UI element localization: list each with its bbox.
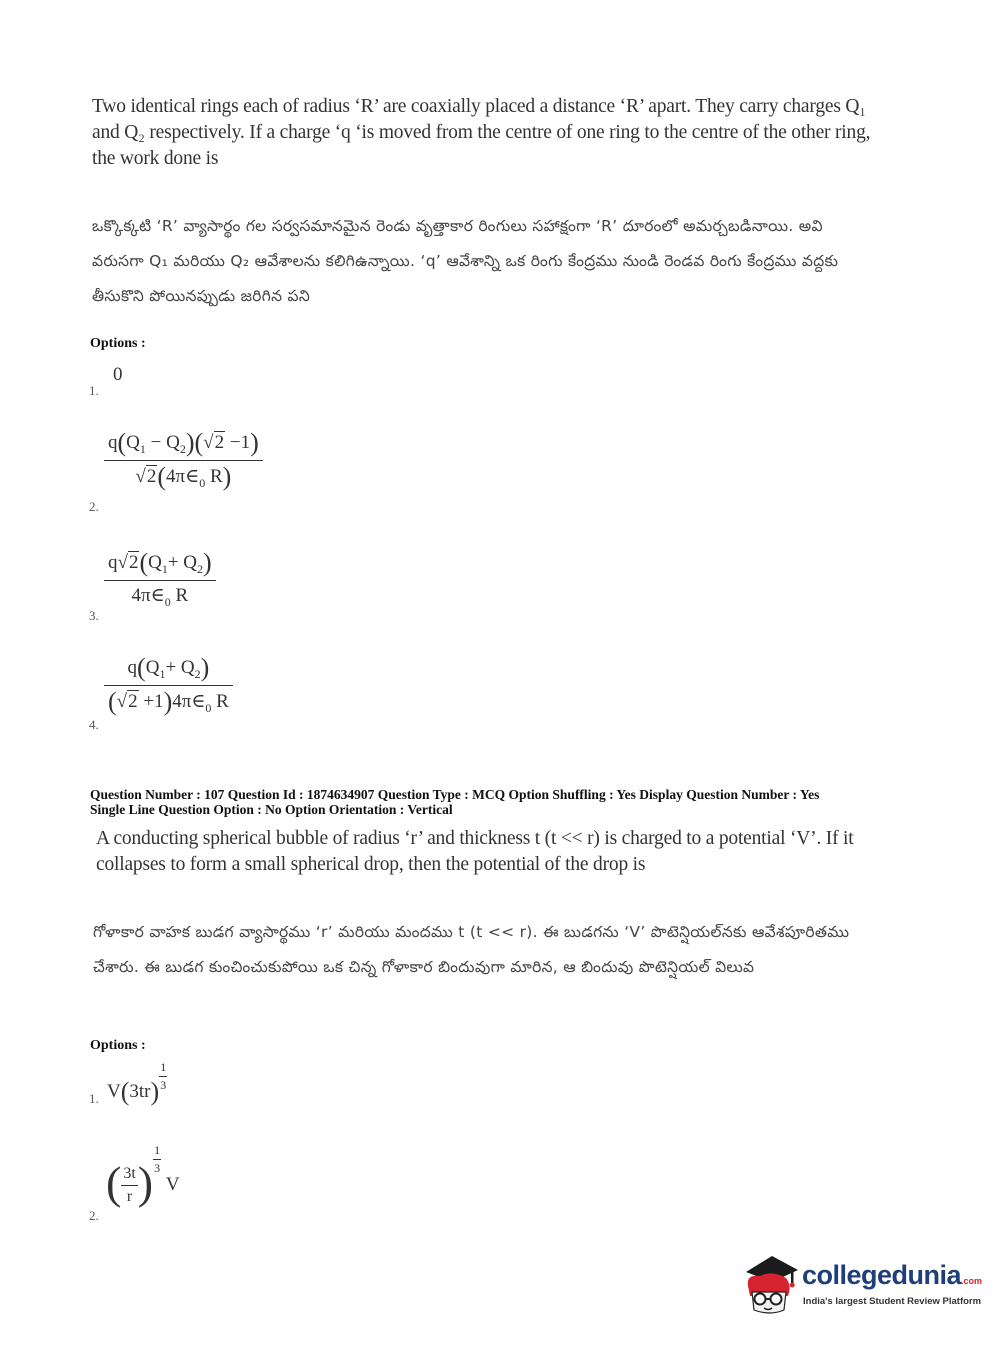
options-label-107: Options : xyxy=(90,1038,146,1053)
question-106-telugu: ఒక్కొక్కటి ‘R’ వ్యాసార్థం గల సర్వసమానమైన రెండు వృత్తాకార రింగులు సహాక్షంగా ‘R’ దూరంలో అమర్చబడినాయి. అవి వరుసగా Q₁ మరియు Q₂ ఆవేశాలను కలిగిఉన్నాయి. ‘q’ ఆవేశాన్ని ఒక రింగు కేంద్రము నుండి రెండవ రింగు కేంద్రము వద్దకు తీసుకొని పోయినప్పుడు జరిగిన పని xyxy=(92,217,839,305)
mascot-icon xyxy=(740,1248,800,1314)
q107-option-1-number: 1. xyxy=(89,1091,99,1106)
option-4-expression: $\frac{q(Q_1+ Q_2)}{(√2 +1)4\pi\in_0 R}$ xyxy=(104,655,233,716)
logo-suffix: .com xyxy=(961,1276,983,1286)
q107-option-2-number: 2. xyxy=(89,1208,99,1223)
question-106-english: Two identical rings each of radius ‘R’ are coaxially placed a distance ‘R’ apart. They carry charges Q₁ and Q₂ respectively. If a charge ‘q ‘is moved from the centre of one ring to the centre of the other ring, the work done is xyxy=(92,96,871,169)
collegedunia-logo xyxy=(740,1248,983,1314)
options-label: Options : xyxy=(90,336,146,351)
logo-tagline: India's largest Student Review Platform xyxy=(803,1296,982,1307)
option-2-number: 2. xyxy=(89,499,99,514)
question-107-meta-line-1: Question Number : 107 Question Id : 1874634907 Question Type : MCQ Option Shuffling : Yes Display Question Number : Yes xyxy=(90,787,820,802)
q107-option-2-expression: ( $\frac{3t}{r}$ ) $\frac{1}{3}$ V xyxy=(106,1143,180,1208)
logo-wordmark xyxy=(802,1260,982,1291)
question-107-telugu: గోళాకార వాహక బుడగ వ్యాసార్థము ‘r’ మరియు మందము t (t << r). ఈ బుడగను ‘V’ పొటెన్షియల్‌నకు ఆవేశపూరితము చేశారు. ఈ బుడగ కుంచించుకుపోయి ఒక చిన్న గోళాకార బిందువుగా మారిన, ఆ బిందువు పొటెన్షియల్ విలువ xyxy=(93,923,850,976)
logo-name: collegedunia xyxy=(802,1260,962,1290)
question-107-english: A conducting spherical bubble of radius ‘r’ and thickness t (t << r) is charged to a potential ‘V’. If it collapses to form a small spherical drop, then the potential of the drop is xyxy=(96,828,854,875)
option-4-number: 4. xyxy=(89,717,99,732)
option-3-expression: $\frac{q√2(Q_1+ Q_2)}{4\pi\in_0 R}$ xyxy=(104,550,216,610)
option-1-number: 1. xyxy=(89,383,99,398)
option-1-expression: 0 xyxy=(113,364,123,385)
option-3-number: 3. xyxy=(89,608,99,623)
option-2-expression: $\frac{q(Q_1 - Q_2)(√2 -1)}{√2(4\pi\in_0 R)}$ xyxy=(104,430,263,491)
question-107-meta-line-2: Single Line Question Option : No Option Orientation : Vertical xyxy=(90,802,453,817)
q107-option-1-expression: V(3tr) $\frac{1}{3}$ xyxy=(107,1060,167,1106)
